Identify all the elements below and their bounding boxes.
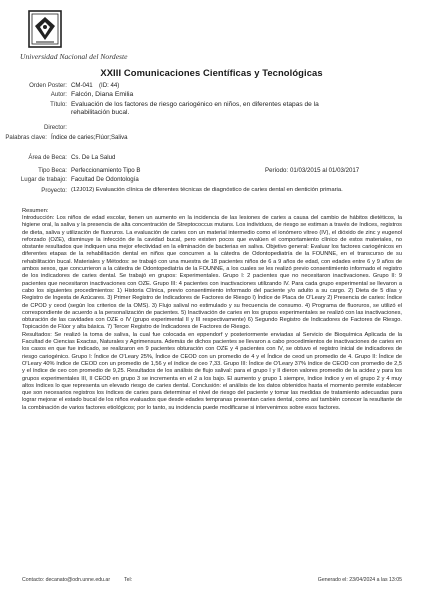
page-title: XXIII Comunicaciones Científicas y Tecnológicas bbox=[100, 67, 323, 78]
periodo-label: Período: bbox=[265, 167, 289, 174]
header bbox=[20, 10, 130, 70]
autor-value: Falcón, Diana Emilia bbox=[71, 91, 134, 98]
orden-poster-value: CM-041 bbox=[71, 82, 93, 89]
resumen-paragraph-introduccion: Introducción: Los niños de edad escolar, tienen un aumento en la incidencia de las lesiones de caries a causa del cambio de hábitos dietéticos, la higiene oral, la saliva y la presencia de alta concentración de Streptococcus mutans. Los individuos, de riesgo se estiman a través de índices, registros de dieta, saliva y utilización de fluoruros. La evaluación de caries con un material intermedio como el ionómero vítreo (IV), el dióxido de zinc y eugenol reforzado (OZE), disminuye la infección de la cavidad bucal, pero existen pocos que evalúen el comportamiento clínico de estos materiales, no obstante resultados que indiquen una mejor efectividad en la eliminación de bacterias en saliva. Objetivo general: Evaluar los factores cariogénicos en diferentes etapas de la rehabilitación dental en niños que concurren a la cátedra de Odontopediatría de la FOUNNE, en el transcurso de su rehabilitación bucal. Materiales y Métodos: se trabajó con una muestra de 18 pacientes niños de 6 a 9 años de edad, con edades entre 6 y 9 años de ambos sexos, que concurrieron a la cátedra de Odontopediatría de la FOUNNE, a los cuales se les realizó previo consentimiento informado el registro de los indicadores de caries dental. Se trabajó en grupos: Experimentales. Grupo I: 2 pacientes que no necesitaron inactivaciones. Grupo II: 9 pacientes que necesitaron inactivaciones con OZE. Grupo III: 4 pacientes con inactivaciones utilizando IV. Para cada grupo experimental se llevaron a cabo los siguientes procedimientos: 1) Historia Clínica, previo consentimiento informado del paciente y/o adulto a su cargo. 2) Dieta de 5 días y Registro de Ingesta de Azúcares. 3) Primer Registro de Indicadores de Factores de Riesgo I) Índice de Placa de O'Leary 2) Presencia de caries: Índice de CPOD y ceod (según los criterios de la OMS). 3) Flujo salival no estimulado y su frecuencia de consumo. 4) Programa de fluoruros, se utilizó el correspondiente de acuerdo a la personalización de pacientes. 5) Inactivación de caries en los grupos experimentales se realizó con las inactivaciones, obturación de las cavidades con OZE o IV (grupo experimental II y III respectivamente) 6) Segundo Registro de Indicadores de Factores de Riesgo. Topicación de Flúor y alta básica. 7) Tercer Registro de Indicadores de Factores de Riesgo. bbox=[22, 215, 402, 331]
resumen-body bbox=[22, 215, 402, 412]
palabras-clave-label: Palabras clave: bbox=[5, 134, 47, 141]
orden-poster-extra: (ID: 44) bbox=[99, 82, 120, 89]
footer-tel: Tel: bbox=[124, 577, 133, 583]
director-label: Director: bbox=[43, 124, 67, 131]
tipo-beca-label: Tipo Beca: bbox=[38, 167, 67, 174]
resumen-label: Resumen: bbox=[22, 208, 49, 214]
proyecto-value: (12J012) Evaluación clínica de diferentes técnicas de diagnóstico de caries dental en dentición primaria. bbox=[71, 187, 343, 193]
tipo-beca-value: Perfeccionamiento Tipo B bbox=[71, 167, 141, 174]
university-name: Universidad Nacional del Nordeste bbox=[20, 52, 128, 61]
university-crest-icon bbox=[28, 10, 62, 50]
footer-contact: Contacto: decanato@odn.unne.edu.ar bbox=[22, 577, 111, 583]
titulo-label: Título: bbox=[50, 101, 67, 108]
titulo-value-line-1: Evaluación de los factores de riesgo cariogénico en niños, en diferentes etapas de la bbox=[71, 101, 319, 108]
orden-poster-label: Orden Poster: bbox=[29, 82, 67, 89]
area-beca-label: Área de Beca: bbox=[28, 154, 67, 161]
lugar-trabajo-label: Lugar de trabajo: bbox=[20, 176, 67, 183]
periodo-value: 01/03/2015 al 01/03/2017 bbox=[290, 167, 360, 174]
resumen-paragraph-resultados: Resultados: Se realizó la toma de saliva, la cual fue colocada en eppendorf y posteriormente enviadas al Servicio de Bioquímica Aplicada de la Facultad de Ciencias Exactas, Naturales y Agrimensura. Además de dichos pacientes se llevaron a cabo procedimientos de inactivaciones de caries en los casos en que fue indicado, se realizaron en 9 pacientes obturación con OZE y 4 pacientes con IV, se obtuvo el registro inicial de indicadores de riesgo cariogénico. Grupo I: Índice de O'Leary 25%, Índice de CEOD con un promedio de 4 y el Índice de ceod un promedio de 4. Grupo II: Índice de O'Leary 40% índice de CEOD con un promedio de 1,56 y el índice de ceo 7,33. Grupo III: Índice de O'Leary 37% índice de CEOD con promedio de 2,5 y el índice de ceo con promedio de 9,25. Resultados de los análisis de flujo salival: para el grupo I y II dieron valores promedio de la acidez y para los grupos experimentales III, II CEOD en grupo 3 se incrementa en el 2 a los bajo. El aumento y grupo 1 siempre, índice índice y en el grupo 2 y 4 muy altos índices lo que representa un elevado riesgo de caries dental. Conclusión: el análisis de los datos obtenidos hasta el momento permite establecer que son necesarios registros los índices de caries para determinar el nivel de riesgo del paciente y tomar las medidas de tratamiento adecuadas para lograr mejorar el estado bucal de los niños evaluados que desde edades tempranas presentan caries dental, como así también conocer la resultante de la combinación de varios factores etiológicos; por lo tanto, su incidencia puede modificarse si intervenimos sobre esos factores. bbox=[22, 331, 402, 411]
area-beca-value: Cs. De La Salud bbox=[71, 154, 116, 161]
titulo-value-line-2: rehabilitación bucal. bbox=[71, 109, 130, 116]
footer-generated: Generado el: 23/04/2024 a las 13:05 bbox=[317, 577, 402, 583]
autor-label: Autor: bbox=[50, 91, 67, 98]
palabras-clave-value: Índice de caries;Flúor;Saliva bbox=[51, 134, 128, 141]
proyecto-label: Proyecto: bbox=[41, 187, 67, 194]
lugar-trabajo-value: Facultad De Odontología bbox=[71, 176, 139, 183]
